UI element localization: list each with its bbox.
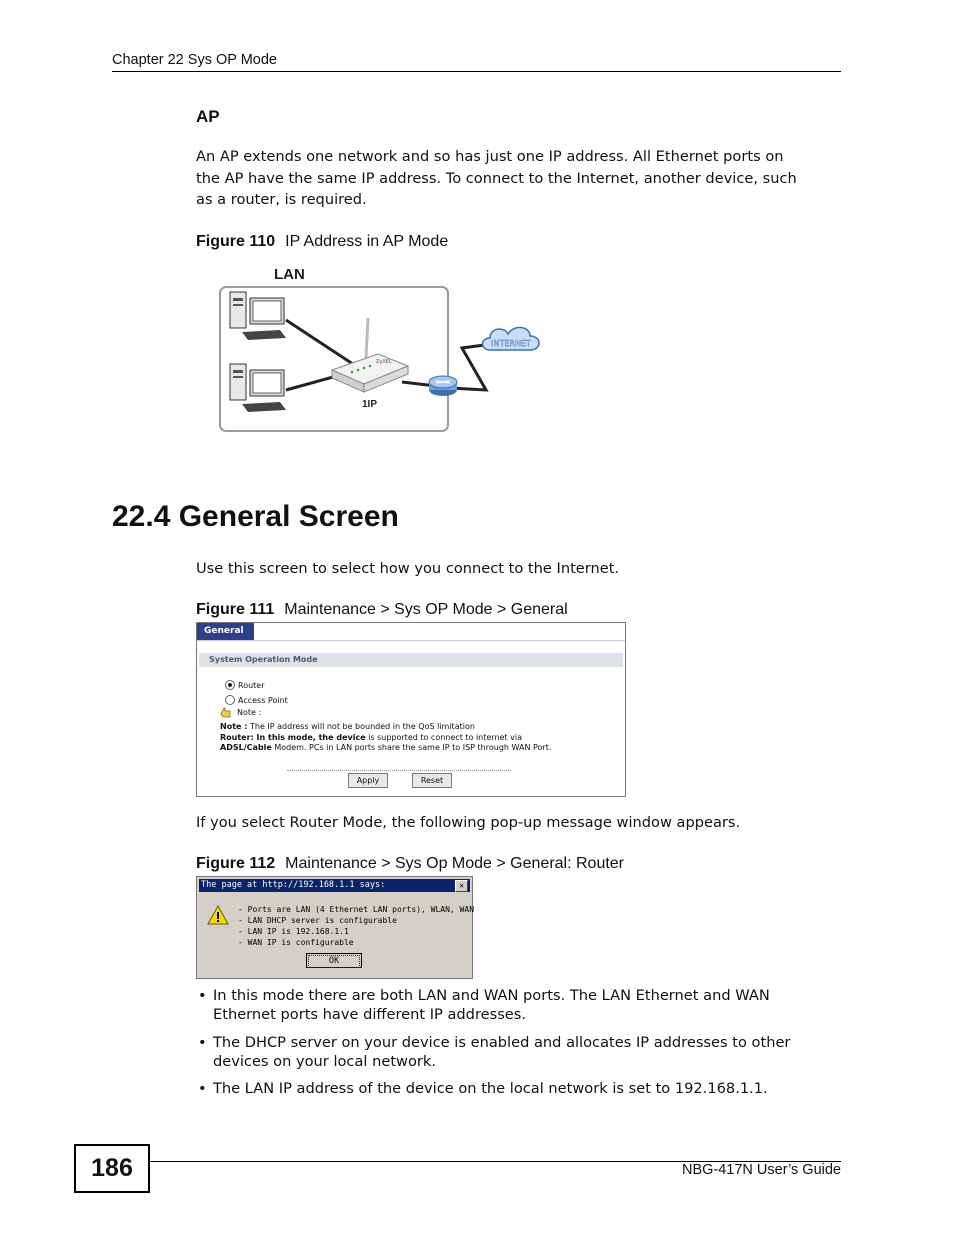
ok-button[interactable] bbox=[306, 953, 362, 968]
figure110-caption bbox=[196, 233, 448, 251]
router-option-label: Router bbox=[238, 681, 265, 690]
note-line: Router: In this mode, the device is supported to connect to internet via bbox=[220, 733, 522, 742]
general-screen bbox=[196, 622, 626, 797]
figure112-caption bbox=[196, 855, 624, 873]
system-operation-mode-bar: System Operation Mode bbox=[199, 653, 623, 667]
figure112-caption-text: Maintenance > Sys Op Mode > General: Router bbox=[285, 855, 625, 872]
lan-label: LAN bbox=[274, 266, 305, 283]
ap-paragraph-line: the AP have the same IP address. To connect to the Internet, another device, such bbox=[196, 169, 797, 187]
router-popup-dialog bbox=[196, 876, 473, 979]
figure111-label: Figure 111 bbox=[196, 601, 275, 618]
bullet-line: The DHCP server on your device is enabled and allocates IP addresses to other bbox=[213, 1034, 791, 1051]
bullet-icon: • bbox=[198, 1034, 207, 1051]
dialog-line: - LAN IP is 192.168.1.1 bbox=[238, 927, 349, 936]
router-mode-text: If you select Router Mode, the following pop-up message window appears. bbox=[196, 814, 741, 831]
divider bbox=[287, 770, 511, 771]
router-radio[interactable] bbox=[225, 680, 235, 690]
ip-label: 1IP bbox=[362, 399, 378, 410]
access-point-radio[interactable] bbox=[225, 695, 235, 705]
bullet-line: The LAN IP address of the device on the local network is set to 192.168.1.1. bbox=[213, 1080, 768, 1097]
close-icon[interactable]: ✕ bbox=[455, 880, 468, 892]
apply-button[interactable]: Apply bbox=[348, 773, 388, 788]
section-title: 22.4 General Screen bbox=[112, 500, 399, 533]
bullet-line: devices on your local network. bbox=[213, 1053, 436, 1070]
dialog-line: - Ports are LAN (4 Ethernet LAN ports), WLAN, WAN bbox=[238, 905, 475, 914]
access-point-option-label: Access Point bbox=[238, 696, 288, 705]
ap-paragraph-line: as a router, is required. bbox=[196, 191, 367, 209]
device-brand: ZyXEL bbox=[376, 359, 392, 365]
tab-general[interactable]: General bbox=[197, 623, 254, 640]
bullet-line: In this mode there are both LAN and WAN ports. The LAN Ethernet and WAN bbox=[213, 987, 770, 1004]
figure110-caption-text: IP Address in AP Mode bbox=[285, 233, 449, 250]
internet-label: INTERNET bbox=[491, 339, 531, 348]
running-header: Chapter 22 Sys OP Mode bbox=[112, 52, 277, 68]
dialog-line: - LAN DHCP server is configurable bbox=[238, 916, 397, 925]
guide-title: NBG-417N User’s Guide bbox=[681, 1162, 841, 1178]
reset-button[interactable]: Reset bbox=[412, 773, 452, 788]
page-number: 186 bbox=[74, 1144, 150, 1193]
dialog-title: The page at http://192.168.1.1 says: bbox=[201, 880, 386, 890]
figure112-label: Figure 112 bbox=[196, 855, 276, 872]
bullet-line: Ethernet ports have different IP addresses. bbox=[213, 1006, 527, 1023]
router-icon bbox=[429, 376, 457, 396]
warning-icon bbox=[207, 905, 229, 925]
ap-heading: AP bbox=[196, 107, 220, 126]
figure111-caption bbox=[196, 601, 568, 619]
figure110-label: Figure 110 bbox=[196, 233, 276, 250]
ap-paragraph bbox=[196, 146, 846, 211]
bullet-icon: • bbox=[198, 987, 207, 1004]
figure111-caption-text: Maintenance > Sys OP Mode > General bbox=[284, 601, 568, 618]
dialog-line: - WAN IP is configurable bbox=[238, 938, 354, 947]
section-intro: Use this screen to select how you connect to the Internet. bbox=[196, 560, 620, 577]
ap-paragraph-line: An AP extends one network and so has just one IP address. All Ethernet ports on bbox=[196, 148, 784, 165]
note-line: Note : The IP address will not be bounded in the QoS limitation bbox=[220, 722, 475, 731]
note-label: Note : bbox=[237, 708, 262, 717]
tab-bar bbox=[197, 623, 625, 641]
dialog-title-bar bbox=[199, 879, 470, 892]
internet-cloud-icon bbox=[483, 327, 540, 350]
bullet-icon: • bbox=[198, 1080, 207, 1097]
header-rule bbox=[112, 71, 841, 72]
ok-button-label: OK bbox=[308, 955, 360, 968]
ap-network-diagram bbox=[214, 262, 564, 440]
note-line: ADSL/Cable Modem. PCs in LAN ports share the same IP to ISP through WAN Port. bbox=[220, 743, 552, 752]
note-hand-icon bbox=[220, 707, 232, 718]
